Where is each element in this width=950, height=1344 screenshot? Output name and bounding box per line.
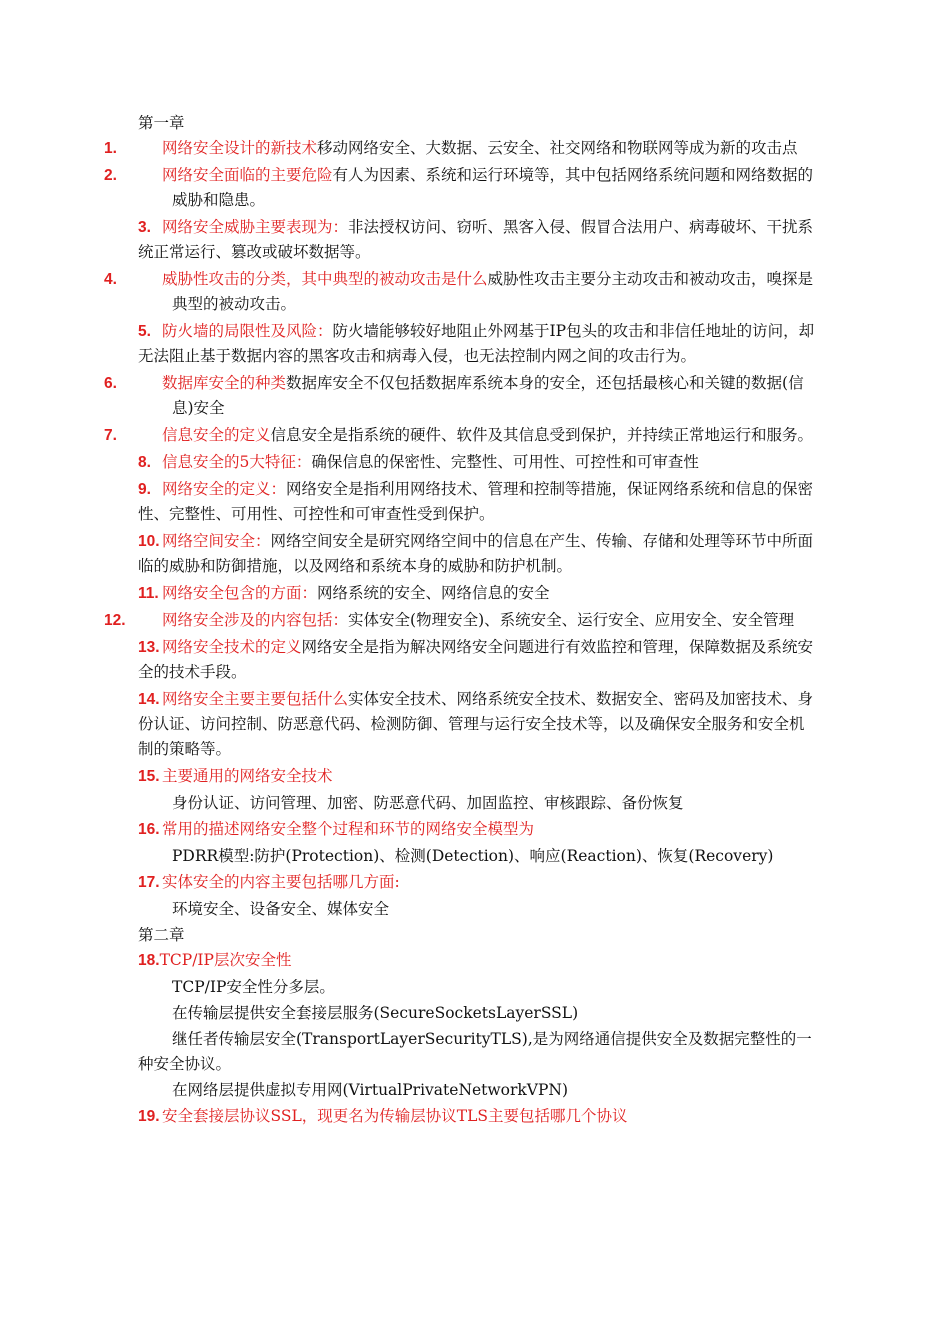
- list-item: 4. 威胁性攻击的分类，其中典型的被动攻击是什么威胁性攻击主要分主动攻击和被动攻击，嗅探是典型的被动攻击。: [104, 270, 814, 313]
- list-item: 15. 主要通用的网络安全技术: [138, 767, 333, 785]
- document-page: [104, 111, 818, 1131]
- list-item: 14. 网络安全主要主要包括什么实体安全技术、网络系统安全技术、数据安全、密码及加密技术、身份认证、访问控制、防恶意代码、检测防御、管理与运行安全技术等，以及确保安全服务和安全机制的策略等。: [138, 690, 814, 758]
- list-item: 5. 防火墙的局限性及风险：防火墙能够较好地阻止外网基于IP包头的攻击和非信任地址的访问，却无法阻止基于数据内容的黑客攻击和病毒入侵，也无法控制内网之间的攻击行为。: [138, 322, 815, 365]
- list-item: 16. 常用的描述网络安全整个过程和环节的网络安全模型为: [138, 820, 535, 838]
- list-item: 13. 网络安全技术的定义网络安全是指为解决网络安全问题进行有效监控和管理，保障数据及系统安全的技术手段。: [138, 638, 814, 681]
- list-item-detail: 继任者传输层安全(TransportLayerSecurityTLS),是为网络通信提供安全及数据完整性的一种安全协议。: [138, 1030, 812, 1073]
- list-item: 18.TCP/IP层次安全性: [138, 951, 292, 969]
- list-item: 17. 实体安全的内容主要包括哪几方面:: [138, 873, 400, 891]
- list-item-detail: 在传输层提供安全套接层服务(SecureSocketsLayerSSL): [172, 1004, 579, 1022]
- list-item: 7. 信息安全的定义信息安全是指系统的硬件、软件及其信息受到保护，并持续正常地运行和服务。: [104, 426, 814, 444]
- list-item-detail: 环境安全、设备安全、媒体安全: [172, 900, 390, 918]
- list-item: 3. 网络安全威胁主要表现为：非法授权访问、窃听、黑客入侵、假冒合法用户、病毒破坏、干扰系统正常运行、篡改或破坏数据等。: [138, 218, 814, 261]
- list-item: 9. 网络安全的定义：网络安全是指利用网络技术、管理和控制等措施，保证网络系统和信息的保密性、完整性、可用性、可控性和可审查性受到保护。: [138, 480, 814, 523]
- list-item: 11. 网络安全包含的方面：网络系统的安全、网络信息的安全: [138, 584, 550, 602]
- chapter-heading: 第二章: [138, 926, 185, 944]
- list-item: 1. 网络安全设计的新技术移动网络安全、大数据、云安全、社交网络和物联网等成为新的攻击点: [104, 139, 798, 157]
- list-item: 6. 数据库安全的种类数据库安全不仅包括数据库系统本身的安全，还包括最核心和关键的数据(信息)安全: [104, 374, 804, 417]
- list-item-detail: 在网络层提供虚拟专用网(VirtualPrivateNetworkVPN): [172, 1081, 569, 1099]
- list-item-detail: TCP/IP安全性分多层。: [172, 978, 335, 996]
- list-item-detail: 身份认证、访问管理、加密、防恶意代码、加固监控、审核跟踪、备份恢复: [172, 794, 684, 812]
- list-item: 19. 安全套接层协议SSL，现更名为传输层协议TLS主要包括哪几个协议: [138, 1107, 628, 1125]
- list-item: 12. 网络安全涉及的内容包括：实体安全(物理安全)、系统安全、运行安全、应用安全、安全管理: [104, 611, 795, 629]
- list-item: 8. 信息安全的5大特征：确保信息的保密性、完整性、可用性、可控性和可审查性: [138, 453, 699, 471]
- list-item: 2. 网络安全面临的主要危险有人为因素、系统和运行环境等，其中包括网络系统问题和网络数据的威胁和隐患。: [104, 166, 814, 209]
- list-item: 10. 网络空间安全：网络空间安全是研究网络空间中的信息在产生、传输、存储和处理等环节中所面临的威胁和防御措施，以及网络和系统本身的威胁和防护机制。: [138, 532, 814, 575]
- chapter-heading: 第一章: [138, 114, 185, 132]
- list-item-detail: PDRR模型:防护(Protection)、检测(Detection)、响应(Reaction)、恢复(Recovery): [172, 847, 774, 865]
